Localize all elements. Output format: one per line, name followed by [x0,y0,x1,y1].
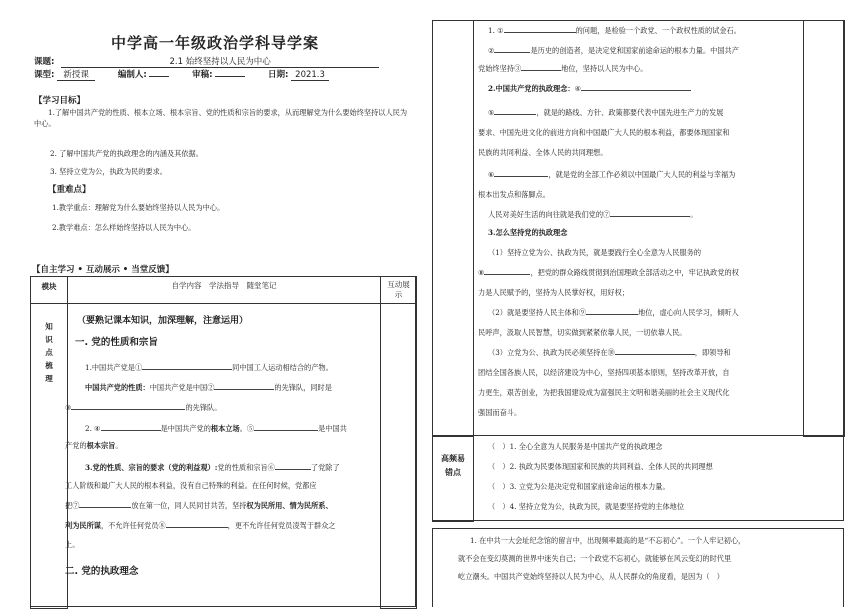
fill-line-7: 工人阶级和最广大人民的根本利益，没有自己特殊的利益。在任何时候，党都应 [65,481,317,490]
blank-7[interactable] [79,499,131,508]
r-blank-1[interactable] [504,24,576,33]
blank-8[interactable] [166,519,228,528]
emphasis-note: （要熟记课本知识，加深理解，注意运用） [77,316,249,326]
r-line-11: 3.怎么坚持党的执政理念 [488,228,568,237]
r-blank-4[interactable] [581,82,691,91]
left-page [0,0,430,607]
r-line-14: 力是人民赋予的，坚持为人民掌好权，用好权； [478,288,629,297]
blank-4[interactable] [101,422,161,431]
right-show-cell [803,20,845,437]
topic-label: 课题: [34,57,55,67]
reviewer-value [215,76,245,77]
type-value: 新授课 [57,68,95,81]
reviewer-label: 审稿: [192,70,213,80]
r-line-5: ⑤ ，就是的路线、方针、政策都要代表中国先进生产力的发展 [488,108,724,117]
r-line-4: 2.中国共产党的执政理念：④ [488,82,691,96]
section-1-title: 一. 党的性质和宗旨 [75,337,158,348]
exercise-q1-line-1: 1. 在中共一大会址纪念馆的留言中，出现频率最高的是“不忘初心”。一个人牢记初心， [470,536,746,545]
r-blank-6[interactable] [494,168,548,177]
r-line-10: 人民对美好生活的向往就是我们党的⑦ 。 [488,210,698,219]
fill-line-9: 利为民所谋，不允许任何党员⑧ ，更不允许任何党员凌驾于群众之 [65,521,336,530]
module-cell [30,303,68,609]
r-blank-8[interactable] [484,266,530,275]
section-2-title: 二. 党的执政理念 [65,566,139,577]
topic-value: 2.1 始终坚持以人民为中心 [61,55,379,68]
r-line-8: ⑥ ，就是党的全部工作必须以中国最广大人民的利益与幸福为 [488,170,736,179]
meta-row [34,68,329,81]
r-line-12: （1）坚持立党为公、执政为民，就是要践行全心全意为人民服务的 [488,248,702,257]
r-line-13: ⑧ ，把党的群众路线贯彻到治国理政全部活动之中，牢记执政党的权 [478,268,739,277]
col-content-label: 自学内容 学法指导 随堂笔记 [171,281,277,290]
type-label: 课型: [34,70,55,80]
difficult-point: 2.教学难点：怎么样始终坚持以人民为中心。 [52,223,196,232]
col-show-label: 互动展示 [387,280,410,299]
fill-line-8: 把⑦ 放在第一位，同人民同甘共苦，坚持权为民所用、情为民所系、 [65,501,333,510]
study-table [30,276,416,607]
r-line-16: 民呼声，汲取人民智慧，切实做到紧紧依靠人民，一切依靠人民。 [478,328,687,337]
date-value: 2021.3 [291,70,329,81]
r-line-18: 团结全国各族人民，以经济建设为中心，坚持四项基本原则，坚持改革开放，自 [478,368,730,377]
key-point: 1.教学重点：理解党为什么要始终坚持以人民为中心。 [52,203,225,212]
right-page [430,0,860,607]
r-blank-7[interactable] [610,208,690,217]
date-label: 日期: [267,70,289,80]
r-line-7: 民族的共同利益、全体人民的共同理想。 [478,148,608,157]
r-line-15: （2）就是要坚持人民主体和⑨ 地位，虚心向人民学习，倾听人 [488,308,739,317]
blank-5[interactable] [254,422,318,431]
col-module-label: 模块 [41,282,57,291]
r-blank-2[interactable] [494,44,530,53]
r-line-9: 根本出发点和落脚点。 [478,190,550,199]
study-heading: 【自主学习 • 互动展示 • 当堂反馈】 [32,265,174,275]
blank-6[interactable] [275,461,311,470]
show-cell [380,303,417,609]
goals-heading: 【学习目标】 [34,96,86,106]
r-line-19: 力更生，艰苦创业，为把我国建设成为富强民主文明和谐美丽的社会主义现代化 [478,388,730,397]
page-title: 中学高一年级政治学科导学案 [110,34,319,52]
error-label-cell [432,435,474,522]
r-blank-5[interactable] [494,106,536,115]
fill-line-3: ③ 的先锋队。 [65,403,222,412]
goal-3: 3. 坚持立党为公，执政为民的要求。 [50,167,167,176]
col-show-header [380,276,417,304]
key-heading: 【重难点】 [48,185,91,195]
r-line-2: ② 是历史的创造者，是决定党和国家前途命运的根本力量。中国共产 [488,46,739,55]
author-label: 编制人: [117,70,147,80]
error-item-4[interactable]: （ ）4. 坚持立党为公，执政为民，就是要坚持党的主体地位 [488,502,685,511]
module-name: 知识点梳理 [45,322,53,383]
r-line-3: 党始终坚持③ 地位，坚持以人民为中心。 [478,64,648,73]
fill-line-1: 1.中国共产党是① 同中国工人运动相结合的产物。 [85,363,333,372]
fill-line-2: 中国共产党的性质：中国共产党是中国② 的先锋队，同时是 [85,383,332,392]
exercise-q1-line-3: 屹立潮头。中国共产党始终坚持以人民为中心，从人民群众的角度看，是因为（ ） [458,572,724,581]
error-item-3[interactable]: （ ）3. 立党为公是决定党和国家前途命运的根本力量。 [488,482,670,491]
r-blank-10[interactable] [615,346,695,355]
fill-line-10: 上。 [65,540,80,549]
r-line-17: （3）立党为公、执政为民必须坚持在⑩ ，即领导和 [488,348,731,357]
col-content-header [67,276,381,304]
blank-1[interactable] [142,361,232,370]
exercise-q1-line-2: 就不会在变幻莫测的世界中迷失自己；一个政党不忘初心，就能够在风云变幻的时代里 [458,554,732,563]
fill-line-5: 产党的根本宗旨。 [65,441,123,450]
topic-row [34,55,379,68]
goal-1: 1.了解中国共产党的性质、根本立场、根本宗旨、党的性质和宗旨的要求，从而理解党为什么要始终坚持以人民为中心。 [34,108,408,128]
r-blank-9[interactable] [586,306,638,315]
right-module-cell [432,20,474,437]
fill-line-6: 3.党的性质、宗旨的要求（党的利益观）:党的性质和宗旨⑥ 了党除了 [85,463,340,472]
blank-2[interactable] [214,381,274,390]
blank-3[interactable] [71,401,185,410]
author-value [149,76,169,77]
goal-2: 2. 了解中国共产党的执政理念的内涵及其依据。 [50,149,203,158]
fill-line-4: 2. ④ 是中国共产党的根本立场。⑤ 是中国共 [85,424,347,433]
r-line-1: 1. ① 的问题，是检验一个政党、一个政权性质的试金石。 [488,26,741,35]
error-item-2[interactable]: （ ）2. 执政为民要体现国家和民族的共同利益、全体人民的共同理想 [488,462,713,471]
col-module-header [30,276,68,304]
error-item-1[interactable]: （ ）1. 全心全意为人民服务是中国共产党的执政理念 [488,442,663,451]
r-line-6: 要求、中国先进文化的前进方向和中国最广大人民的根本利益，都要体现国家和 [478,128,730,137]
r-line-20: 强国而奋斗。 [478,408,522,417]
error-label: 高频易错点 [441,454,465,477]
r-blank-3[interactable] [521,62,561,71]
